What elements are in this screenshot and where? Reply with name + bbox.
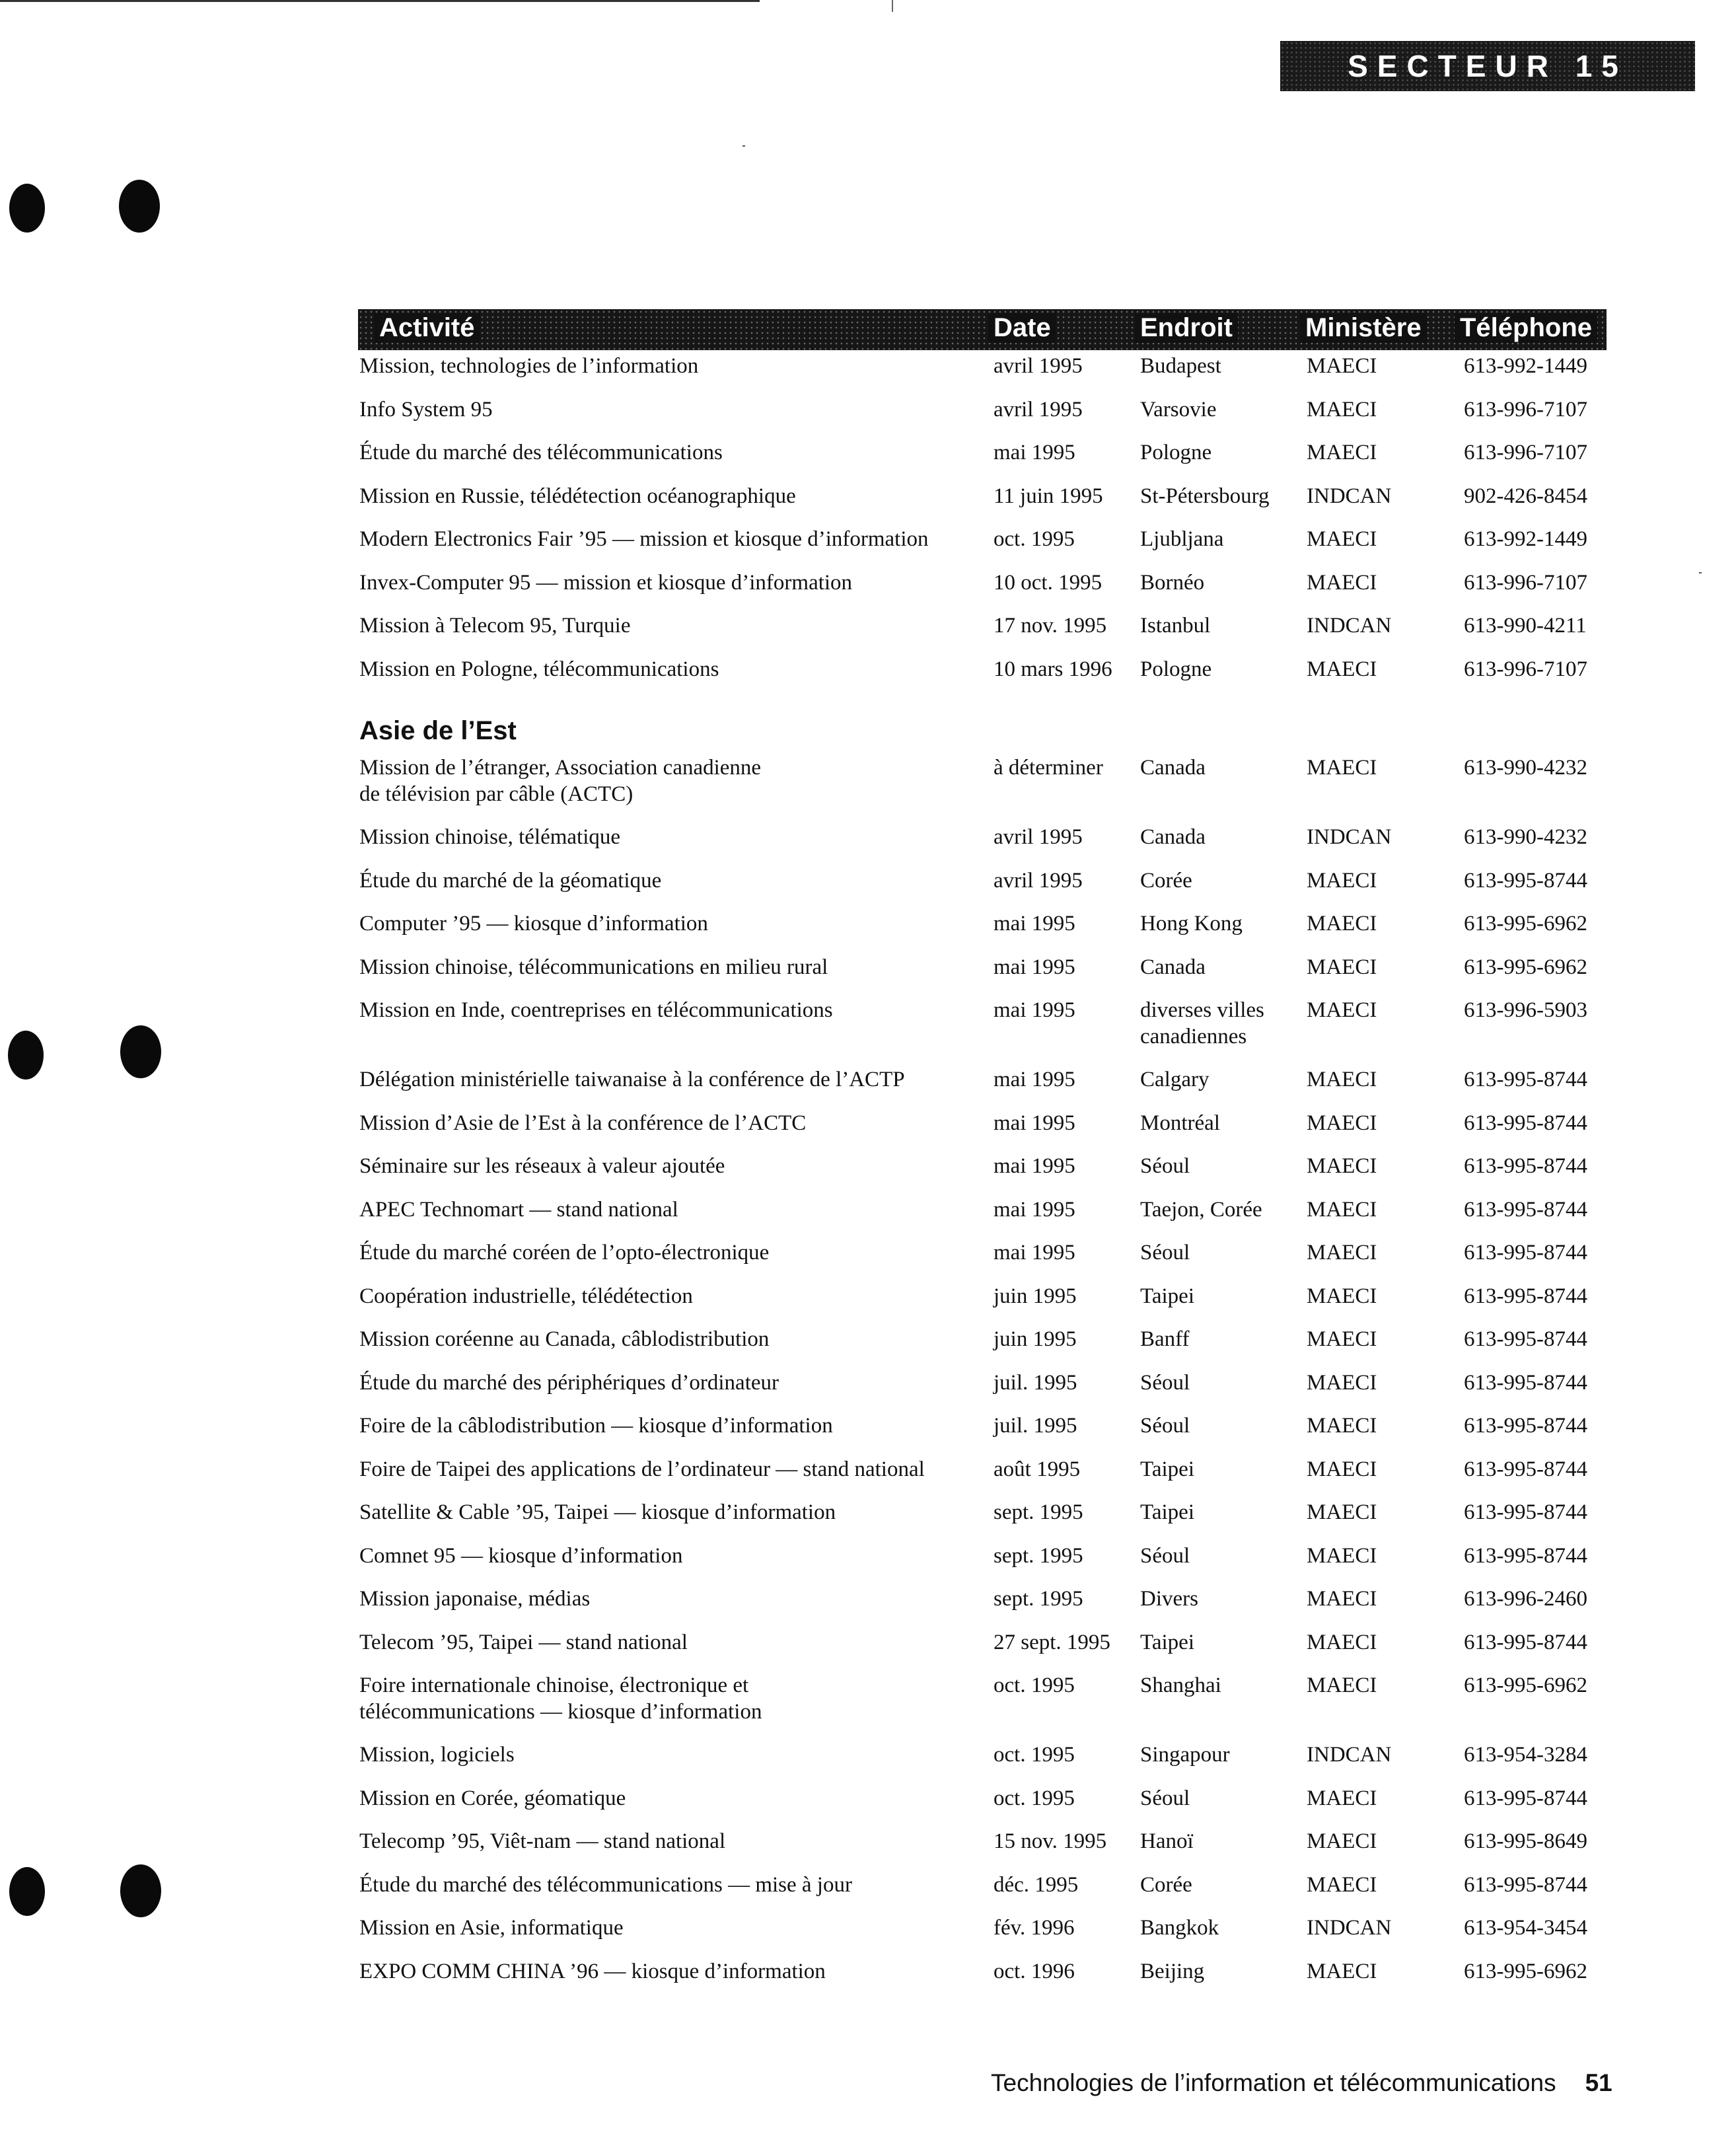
cell-ministere: MAECI bbox=[1307, 1327, 1377, 1351]
cell-activite: Étude du marché de la géomatique bbox=[359, 868, 662, 893]
cell-date: mai 1995 bbox=[994, 955, 1075, 979]
cell-activite: Mission en Inde, coentreprises en télécommunications bbox=[359, 998, 833, 1022]
cell-activite: Info System 95 bbox=[359, 397, 493, 422]
scan-speck bbox=[742, 145, 745, 147]
cell-telephone: 613-996-2460 bbox=[1464, 1587, 1587, 1611]
cell-activite: Mission en Corée, géomatique bbox=[359, 1786, 626, 1810]
cell-endroit: Ljubljana bbox=[1140, 527, 1224, 551]
header-telephone: Téléphone bbox=[1455, 313, 1597, 343]
cell-ministere: MAECI bbox=[1307, 1241, 1377, 1265]
table-row bbox=[358, 1239, 1607, 1283]
cell-ministere: MAECI bbox=[1307, 1872, 1377, 1897]
cell-date: 27 sept. 1995 bbox=[994, 1630, 1110, 1654]
table-row bbox=[358, 754, 1607, 824]
cell-endroit: Taipei bbox=[1140, 1500, 1194, 1524]
header-date: Date bbox=[988, 313, 1056, 343]
cell-telephone: 613-995-6962 bbox=[1464, 1959, 1587, 1983]
cell-date: sept. 1995 bbox=[994, 1587, 1083, 1611]
cell-date: sept. 1995 bbox=[994, 1500, 1083, 1524]
table-row bbox=[358, 867, 1607, 911]
cell-endroit: Taipei bbox=[1140, 1457, 1194, 1481]
table-row bbox=[358, 353, 1607, 396]
cell-telephone: 613-990-4211 bbox=[1464, 614, 1587, 638]
cell-activite: Mission en Asie, informatique bbox=[359, 1916, 624, 1940]
punch-hole-icon bbox=[8, 1031, 44, 1080]
cell-ministere: MAECI bbox=[1307, 397, 1377, 422]
cell-ministere: MAECI bbox=[1307, 955, 1377, 979]
cell-endroit-line2: canadiennes bbox=[1140, 1025, 1247, 1048]
cell-date: juil. 1995 bbox=[994, 1414, 1077, 1438]
top-tick bbox=[892, 0, 893, 12]
cell-date: oct. 1995 bbox=[994, 527, 1075, 551]
cell-telephone: 613-995-8744 bbox=[1464, 1327, 1587, 1351]
cell-ministere: INDCAN bbox=[1307, 484, 1392, 508]
cell-telephone: 613-995-8744 bbox=[1464, 1872, 1587, 1897]
cell-date: 10 mars 1996 bbox=[994, 657, 1112, 681]
cell-activite: Modern Electronics Fair ’95 — mission et kiosque d’information bbox=[359, 527, 929, 551]
cell-activite: Mission japonaise, médias bbox=[359, 1587, 591, 1611]
table-row bbox=[358, 1872, 1607, 1915]
cell-endroit: Corée bbox=[1140, 1872, 1192, 1897]
cell-endroit: Taejon, Corée bbox=[1140, 1197, 1262, 1222]
cell-activite: Mission d’Asie de l’Est à la conférence de l’ACTC bbox=[359, 1111, 807, 1135]
table-row bbox=[358, 396, 1607, 440]
cell-endroit: Séoul bbox=[1140, 1241, 1190, 1265]
cell-date: mai 1995 bbox=[994, 1197, 1075, 1222]
cell-activite: EXPO COMM CHINA ’96 — kiosque d’information bbox=[359, 1959, 826, 1983]
punch-hole-icon bbox=[120, 1025, 161, 1078]
cell-date: oct. 1995 bbox=[994, 1673, 1075, 1697]
cell-activite: Telecomp ’95, Viêt-nam — stand national bbox=[359, 1829, 726, 1853]
cell-ministere: MAECI bbox=[1307, 570, 1377, 595]
punch-hole-icon bbox=[9, 184, 45, 233]
cell-endroit: Canada bbox=[1140, 955, 1206, 979]
cell-date: 10 oct. 1995 bbox=[994, 570, 1103, 595]
table-row bbox=[358, 483, 1607, 527]
punch-hole-icon bbox=[119, 180, 160, 233]
cell-activite: Étude du marché coréen de l’opto-électronique bbox=[359, 1241, 770, 1265]
cell-endroit: Varsovie bbox=[1140, 397, 1217, 422]
punch-hole-icon bbox=[9, 1867, 45, 1916]
cell-ministere: INDCAN bbox=[1307, 825, 1392, 849]
activity-table bbox=[358, 309, 1607, 2001]
cell-ministere: MAECI bbox=[1307, 1457, 1377, 1481]
cell-activite: Mission coréenne au Canada, câblodistribution bbox=[359, 1327, 770, 1351]
cell-ministere: INDCAN bbox=[1307, 1916, 1392, 1940]
table-row bbox=[358, 954, 1607, 998]
cell-ministere: MAECI bbox=[1307, 1959, 1377, 1983]
cell-telephone: 613-995-6962 bbox=[1464, 912, 1587, 936]
cell-date: mai 1995 bbox=[994, 441, 1075, 464]
footer-title: Technologies de l’information et télécommunications bbox=[991, 2069, 1556, 2096]
cell-endroit: Canada bbox=[1140, 825, 1206, 849]
cell-activite: APEC Technomart — stand national bbox=[359, 1197, 678, 1222]
cell-date: août 1995 bbox=[994, 1457, 1081, 1481]
cell-activite: Mission de l’étranger, Association canadienne bbox=[359, 756, 762, 780]
cell-activite: Mission en Russie, télédétection océanographique bbox=[359, 484, 796, 508]
cell-ministere: MAECI bbox=[1307, 1630, 1377, 1654]
cell-endroit: Beijing bbox=[1140, 1959, 1205, 1983]
cell-endroit: Séoul bbox=[1140, 1370, 1190, 1395]
table-row bbox=[358, 656, 1607, 700]
cell-telephone: 613-995-6962 bbox=[1464, 1673, 1587, 1697]
cell-endroit: Canada bbox=[1140, 756, 1206, 780]
table-row bbox=[358, 526, 1607, 569]
cell-telephone: 613-990-4232 bbox=[1464, 825, 1587, 849]
cell-date: juin 1995 bbox=[994, 1284, 1077, 1308]
cell-endroit: diverses villes bbox=[1140, 998, 1264, 1022]
cell-activite: Comnet 95 — kiosque d’information bbox=[359, 1543, 683, 1568]
cell-telephone: 613-995-8744 bbox=[1464, 1068, 1587, 1091]
cell-activite: Coopération industrielle, télédétection bbox=[359, 1284, 693, 1308]
cell-ministere: MAECI bbox=[1307, 1786, 1377, 1810]
cell-date: 11 juin 1995 bbox=[994, 484, 1103, 508]
cell-activite: Étude du marché des périphériques d’ordinateur bbox=[359, 1370, 779, 1395]
cell-date: oct. 1995 bbox=[994, 1786, 1075, 1810]
cell-telephone: 613-992-1449 bbox=[1464, 354, 1587, 378]
cell-ministere: MAECI bbox=[1307, 354, 1377, 378]
cell-activite: Délégation ministérielle taiwanaise à la conférence de l’ACTP bbox=[359, 1068, 905, 1091]
cell-ministere: MAECI bbox=[1307, 1500, 1377, 1524]
table-row bbox=[358, 1456, 1607, 1500]
cell-activite: Foire internationale chinoise, électronique et bbox=[359, 1673, 749, 1697]
cell-ministere: MAECI bbox=[1307, 527, 1377, 551]
cell-date: mai 1995 bbox=[994, 1068, 1075, 1091]
cell-endroit: Istanbul bbox=[1140, 614, 1211, 638]
cell-telephone: 613-954-3284 bbox=[1464, 1743, 1587, 1767]
rows-east-asia bbox=[358, 754, 1607, 2001]
cell-date: 15 nov. 1995 bbox=[994, 1829, 1107, 1853]
cell-telephone: 613-954-3454 bbox=[1464, 1916, 1587, 1940]
cell-telephone: 613-995-8744 bbox=[1464, 1197, 1587, 1222]
cell-telephone: 613-995-8744 bbox=[1464, 1414, 1587, 1438]
table-row bbox=[358, 1543, 1607, 1586]
cell-date: oct. 1996 bbox=[994, 1959, 1075, 1983]
top-rule bbox=[0, 0, 760, 2]
cell-ministere: INDCAN bbox=[1307, 614, 1392, 638]
cell-activite: Étude du marché des télécommunications — mise à jour bbox=[359, 1872, 852, 1897]
table-row bbox=[358, 1283, 1607, 1327]
cell-date: avril 1995 bbox=[994, 354, 1083, 378]
cell-activite: Invex-Computer 95 — mission et kiosque d’information bbox=[359, 570, 853, 595]
cell-activite: Foire de Taipei des applications de l’ordinateur — stand national bbox=[359, 1457, 925, 1481]
cell-endroit: Bangkok bbox=[1140, 1916, 1219, 1940]
cell-endroit: Bornéo bbox=[1140, 570, 1205, 595]
cell-telephone: 613-996-7107 bbox=[1464, 570, 1587, 595]
cell-endroit: Pologne bbox=[1140, 441, 1212, 464]
cell-activite-line2: de télévision par câble (ACTC) bbox=[359, 782, 633, 806]
cell-ministere: MAECI bbox=[1307, 657, 1377, 681]
table-row bbox=[358, 1958, 1607, 2002]
cell-ministere: MAECI bbox=[1307, 1370, 1377, 1395]
table-row bbox=[358, 1066, 1607, 1110]
table-row bbox=[358, 824, 1607, 867]
cell-date: déc. 1995 bbox=[994, 1872, 1079, 1897]
table-row bbox=[358, 1153, 1607, 1196]
cell-endroit: Calgary bbox=[1140, 1068, 1210, 1091]
cell-ministere: INDCAN bbox=[1307, 1743, 1392, 1767]
cell-endroit: Corée bbox=[1140, 868, 1192, 893]
cell-telephone: 613-995-8744 bbox=[1464, 1241, 1587, 1265]
table-row bbox=[358, 612, 1607, 656]
cell-telephone: 613-995-6962 bbox=[1464, 955, 1587, 979]
cell-telephone: 613-996-7107 bbox=[1464, 441, 1587, 464]
cell-ministere: MAECI bbox=[1307, 1154, 1377, 1178]
cell-telephone: 902-426-8454 bbox=[1464, 484, 1587, 508]
cell-date: fév. 1996 bbox=[994, 1916, 1075, 1940]
table-row bbox=[358, 1370, 1607, 1413]
cell-ministere: MAECI bbox=[1307, 1414, 1377, 1438]
cell-telephone: 613-996-5903 bbox=[1464, 998, 1587, 1022]
table-row bbox=[358, 439, 1607, 483]
cell-endroit: Séoul bbox=[1140, 1543, 1190, 1568]
cell-date: juil. 1995 bbox=[994, 1370, 1077, 1395]
cell-activite: Mission en Pologne, télécommunications bbox=[359, 657, 719, 681]
cell-telephone: 613-990-4232 bbox=[1464, 756, 1587, 780]
cell-ministere: MAECI bbox=[1307, 1587, 1377, 1611]
cell-telephone: 613-995-8744 bbox=[1464, 1630, 1587, 1654]
cell-date: oct. 1995 bbox=[994, 1743, 1075, 1767]
page-number: 51 bbox=[1585, 2069, 1612, 2096]
cell-endroit: Montréal bbox=[1140, 1111, 1220, 1135]
table-row bbox=[358, 1499, 1607, 1543]
cell-date: mai 1995 bbox=[994, 912, 1075, 936]
table-row bbox=[358, 1785, 1607, 1829]
cell-endroit: Singapour bbox=[1140, 1743, 1230, 1767]
table-row bbox=[358, 1828, 1607, 1872]
table-header bbox=[358, 309, 1607, 350]
scan-speck bbox=[1699, 572, 1702, 573]
table-row bbox=[358, 1742, 1607, 1785]
cell-date: mai 1995 bbox=[994, 998, 1075, 1022]
cell-date: 17 nov. 1995 bbox=[994, 614, 1107, 638]
cell-endroit: Séoul bbox=[1140, 1154, 1190, 1178]
cell-activite: Mission chinoise, télécommunications en milieu rural bbox=[359, 955, 828, 979]
cell-ministere: MAECI bbox=[1307, 756, 1377, 780]
table-row bbox=[358, 1110, 1607, 1154]
cell-ministere: MAECI bbox=[1307, 912, 1377, 936]
cell-date: avril 1995 bbox=[994, 825, 1083, 849]
cell-ministere: MAECI bbox=[1307, 1829, 1377, 1853]
table-row bbox=[358, 1672, 1607, 1742]
cell-ministere: MAECI bbox=[1307, 1111, 1377, 1135]
cell-telephone: 613-995-8744 bbox=[1464, 1284, 1587, 1308]
punch-hole-icon bbox=[120, 1864, 161, 1917]
cell-telephone: 613-996-7107 bbox=[1464, 657, 1587, 681]
cell-endroit: Taipei bbox=[1140, 1630, 1194, 1654]
cell-activite: Computer ’95 — kiosque d’information bbox=[359, 912, 708, 936]
cell-telephone: 613-995-8744 bbox=[1464, 1457, 1587, 1481]
cell-endroit: Divers bbox=[1140, 1587, 1198, 1611]
cell-activite: Mission chinoise, télématique bbox=[359, 825, 621, 849]
cell-ministere: MAECI bbox=[1307, 1197, 1377, 1222]
cell-date: avril 1995 bbox=[994, 868, 1083, 893]
table-row bbox=[358, 1629, 1607, 1673]
cell-ministere: MAECI bbox=[1307, 1284, 1377, 1308]
table-row bbox=[358, 1196, 1607, 1240]
header-ministere: Ministère bbox=[1300, 313, 1427, 343]
cell-telephone: 613-995-8744 bbox=[1464, 1154, 1587, 1178]
table-row bbox=[358, 997, 1607, 1066]
cell-activite-line2: télécommunications — kiosque d’information bbox=[359, 1700, 762, 1724]
section-title: Asie de l’Est bbox=[359, 716, 517, 745]
cell-endroit: Hong Kong bbox=[1140, 912, 1243, 936]
table-row bbox=[358, 910, 1607, 954]
cell-endroit: Pologne bbox=[1140, 657, 1212, 681]
cell-endroit: St-Pétersbourg bbox=[1140, 484, 1270, 508]
sector-badge: SECTEUR 15 bbox=[1280, 41, 1695, 91]
cell-ministere: MAECI bbox=[1307, 998, 1377, 1022]
cell-date: mai 1995 bbox=[994, 1111, 1075, 1135]
cell-date: juin 1995 bbox=[994, 1327, 1077, 1351]
table-row bbox=[358, 1586, 1607, 1629]
cell-telephone: 613-992-1449 bbox=[1464, 527, 1587, 551]
cell-telephone: 613-995-8744 bbox=[1464, 1543, 1587, 1568]
table-row bbox=[358, 1413, 1607, 1456]
cell-activite: Foire de la câblodistribution — kiosque d’information bbox=[359, 1414, 833, 1438]
cell-date: avril 1995 bbox=[994, 397, 1083, 422]
table-row bbox=[358, 1915, 1607, 1958]
cell-date: à déterminer bbox=[994, 756, 1103, 780]
cell-telephone: 613-995-8744 bbox=[1464, 868, 1587, 893]
cell-endroit: Séoul bbox=[1140, 1786, 1190, 1810]
cell-ministere: MAECI bbox=[1307, 1068, 1377, 1091]
header-endroit: Endroit bbox=[1135, 313, 1238, 343]
cell-endroit: Banff bbox=[1140, 1327, 1190, 1351]
cell-endroit: Taipei bbox=[1140, 1284, 1194, 1308]
cell-activite: Mission à Telecom 95, Turquie bbox=[359, 614, 631, 638]
cell-ministere: MAECI bbox=[1307, 868, 1377, 893]
rows-europe bbox=[358, 353, 1607, 699]
cell-date: sept. 1995 bbox=[994, 1543, 1083, 1568]
cell-activite: Mission, logiciels bbox=[359, 1743, 515, 1767]
cell-endroit: Séoul bbox=[1140, 1414, 1190, 1438]
cell-telephone: 613-996-7107 bbox=[1464, 397, 1587, 422]
cell-activite: Telecom ’95, Taipei — stand national bbox=[359, 1630, 688, 1654]
cell-ministere: MAECI bbox=[1307, 441, 1377, 464]
cell-telephone: 613-995-8744 bbox=[1464, 1786, 1587, 1810]
table-row bbox=[358, 1326, 1607, 1370]
cell-activite: Étude du marché des télécommunications bbox=[359, 441, 723, 464]
cell-endroit: Hanoï bbox=[1140, 1829, 1194, 1853]
page-footer bbox=[991, 2069, 1678, 2097]
cell-ministere: MAECI bbox=[1307, 1543, 1377, 1568]
cell-telephone: 613-995-8744 bbox=[1464, 1500, 1587, 1524]
cell-endroit: Shanghai bbox=[1140, 1673, 1221, 1697]
cell-telephone: 613-995-8744 bbox=[1464, 1370, 1587, 1395]
table-row bbox=[358, 569, 1607, 613]
cell-ministere: MAECI bbox=[1307, 1673, 1377, 1697]
cell-endroit: Budapest bbox=[1140, 354, 1221, 378]
cell-activite: Satellite & Cable ’95, Taipei — kiosque d’information bbox=[359, 1500, 836, 1524]
cell-activite: Mission, technologies de l’information bbox=[359, 354, 699, 378]
header-activite: Activité bbox=[374, 313, 480, 343]
cell-date: mai 1995 bbox=[994, 1241, 1075, 1265]
cell-activite: Séminaire sur les réseaux à valeur ajoutée bbox=[359, 1154, 725, 1178]
cell-date: mai 1995 bbox=[994, 1154, 1075, 1178]
cell-telephone: 613-995-8744 bbox=[1464, 1111, 1587, 1135]
cell-telephone: 613-995-8649 bbox=[1464, 1829, 1587, 1853]
